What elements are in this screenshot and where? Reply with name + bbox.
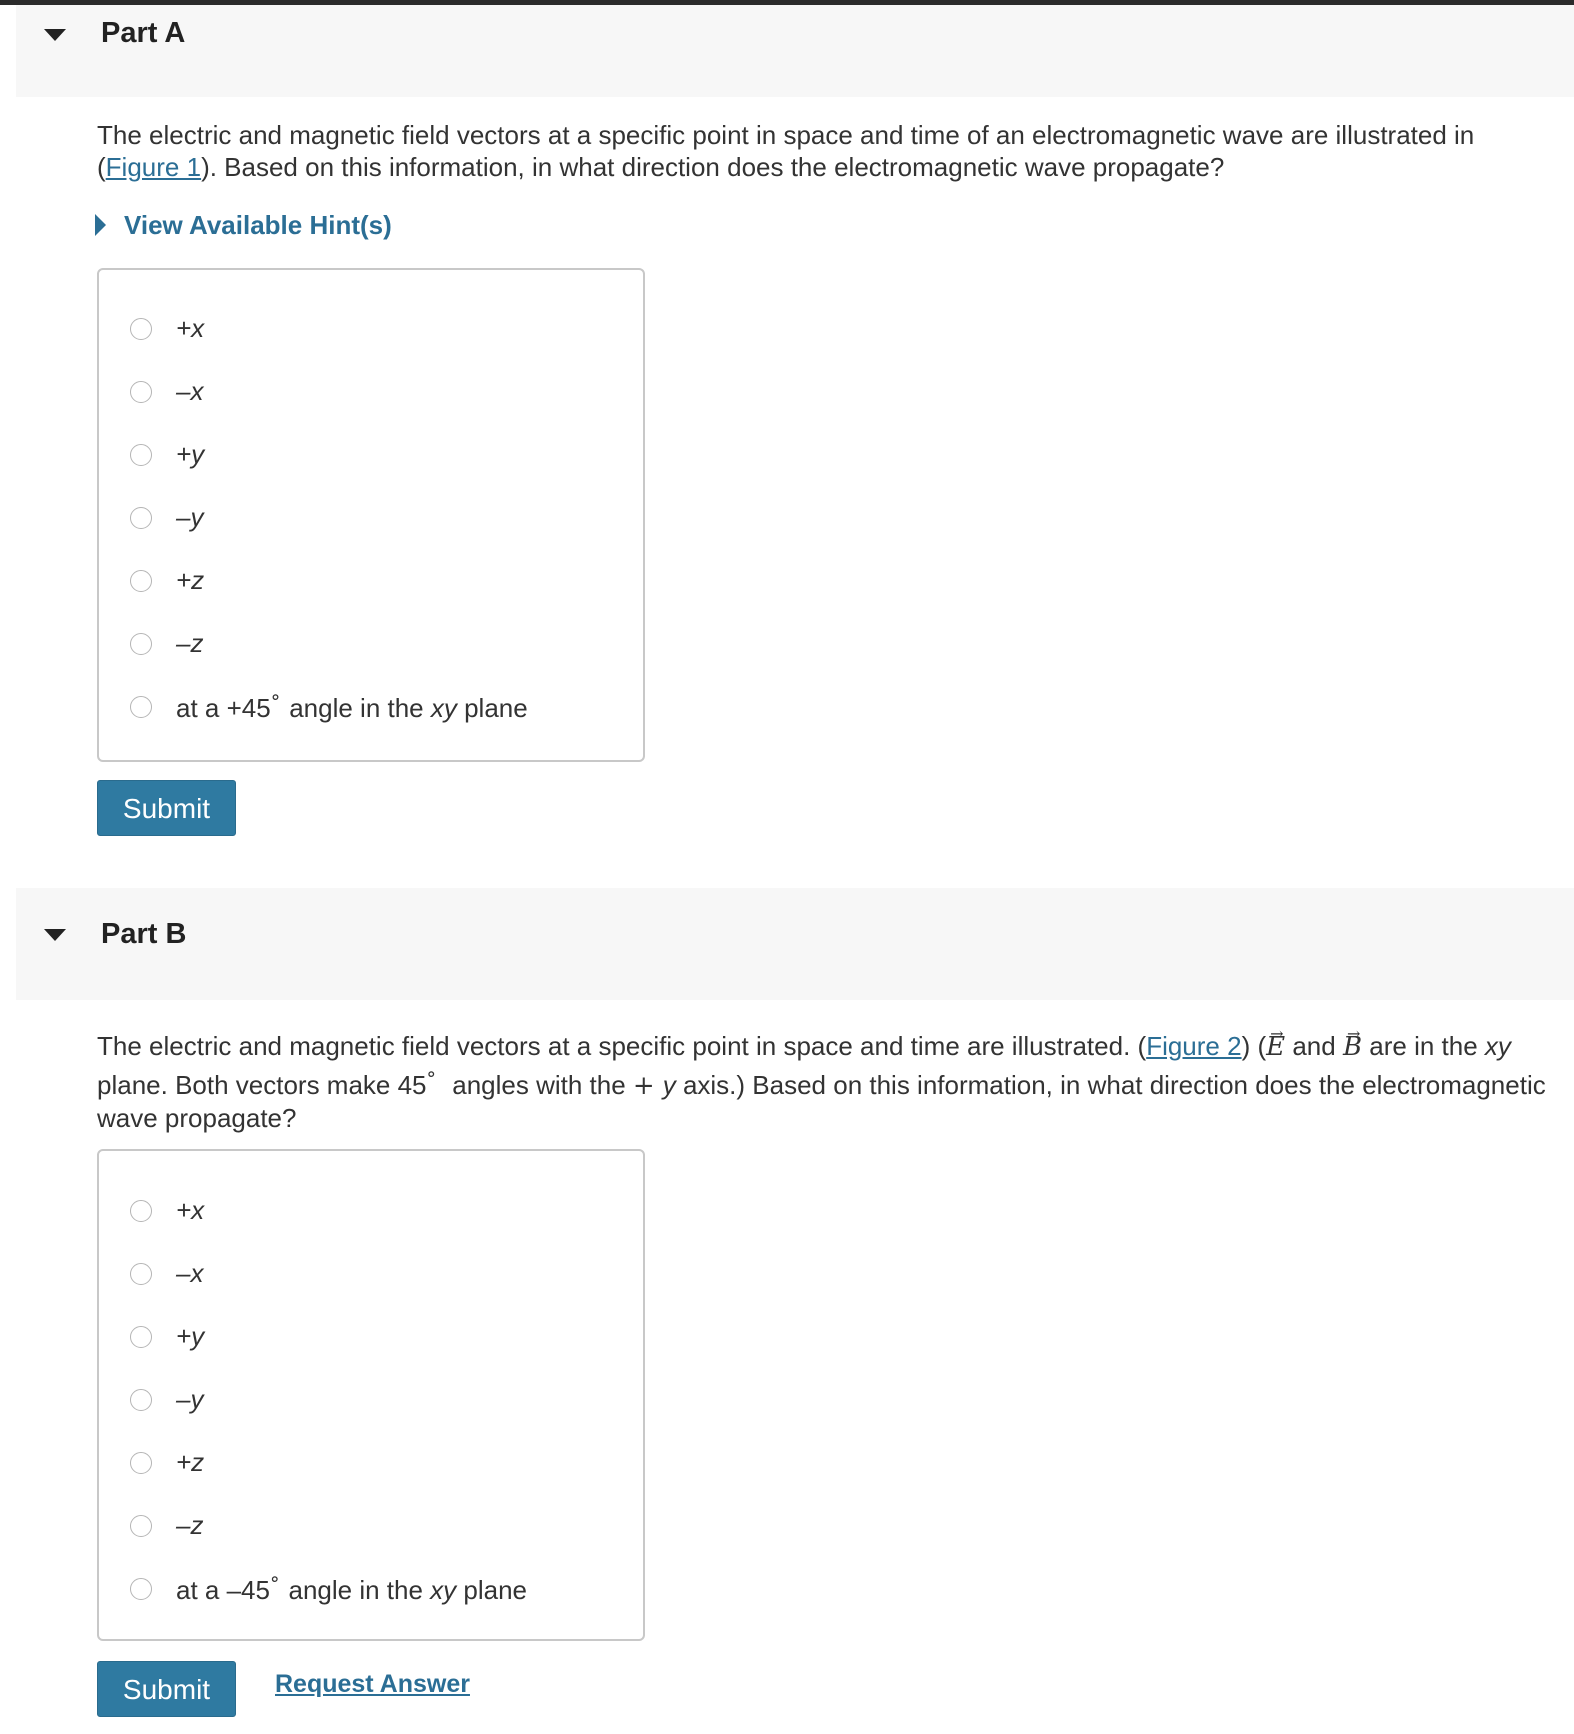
choice-option[interactable] bbox=[99, 562, 639, 602]
part-a-header[interactable] bbox=[16, 5, 1574, 97]
view-hints-toggle[interactable] bbox=[95, 210, 392, 241]
question-text: and bbox=[1285, 1031, 1343, 1061]
choice-label: –x bbox=[176, 376, 204, 406]
choice-label: –x bbox=[176, 1258, 204, 1288]
radio-button[interactable] bbox=[130, 318, 152, 340]
radio-button[interactable] bbox=[130, 381, 152, 403]
choice-option[interactable] bbox=[99, 499, 639, 539]
degree-symbol: ° bbox=[269, 1573, 280, 1595]
choice-option[interactable] bbox=[99, 1570, 639, 1610]
collapse-caret-icon[interactable] bbox=[44, 29, 66, 41]
radio-button[interactable] bbox=[130, 1578, 152, 1600]
choice-option[interactable] bbox=[99, 1318, 639, 1358]
part-a-question bbox=[97, 119, 1557, 183]
radio-button[interactable] bbox=[130, 696, 152, 718]
choice-option[interactable] bbox=[99, 1255, 639, 1295]
vector-e: → E bbox=[1266, 1031, 1285, 1063]
choice-label: –y bbox=[176, 502, 204, 532]
radio-button[interactable] bbox=[130, 1515, 152, 1537]
question-text: The electric and magnetic field vectors at a specific point in space and time of an electromagnetic wave are illustrated in ( bbox=[97, 120, 1475, 182]
choice-label: –z bbox=[176, 628, 204, 658]
vector-b: → B bbox=[1343, 1031, 1362, 1063]
choice-text: at a +45 bbox=[176, 693, 271, 723]
part-b-title: Part B bbox=[101, 918, 187, 950]
question-text: are in the bbox=[1362, 1031, 1485, 1061]
choice-label: +z bbox=[176, 565, 205, 595]
choice-label bbox=[176, 1573, 527, 1606]
choice-option[interactable] bbox=[99, 310, 639, 350]
degree-symbol: ° bbox=[426, 1068, 437, 1090]
radio-button[interactable] bbox=[130, 1452, 152, 1474]
collapse-caret-icon[interactable] bbox=[44, 929, 66, 941]
choice-text: plane bbox=[456, 1575, 527, 1605]
expand-triangle-icon bbox=[95, 214, 106, 236]
radio-button[interactable] bbox=[130, 444, 152, 466]
choice-option[interactable] bbox=[99, 436, 639, 476]
radio-button[interactable] bbox=[130, 507, 152, 529]
choice-option[interactable] bbox=[99, 1192, 639, 1232]
part-a-choices bbox=[97, 268, 645, 762]
choice-label: +y bbox=[176, 1321, 205, 1351]
figure-2-link[interactable]: Figure 2 bbox=[1146, 1031, 1242, 1061]
radio-button[interactable] bbox=[130, 1200, 152, 1222]
choice-text: at a –45 bbox=[176, 1575, 270, 1605]
choice-option[interactable] bbox=[99, 625, 639, 665]
question-text: ) ( bbox=[1241, 1031, 1267, 1061]
choice-label: +y bbox=[176, 439, 205, 469]
choice-text: angle in the bbox=[289, 693, 431, 723]
question-text: ). Based on this information, in what direction does the electromagnetic wave propagate? bbox=[201, 152, 1225, 182]
hint-label: View Available Hint(s) bbox=[124, 210, 392, 240]
choice-text: plane bbox=[456, 693, 528, 723]
radio-button[interactable] bbox=[130, 1389, 152, 1411]
radio-button[interactable] bbox=[130, 570, 152, 592]
figure-1-link[interactable]: Figure 1 bbox=[105, 152, 202, 182]
part-b-submit-button[interactable]: Submit bbox=[97, 1661, 236, 1717]
radio-button[interactable] bbox=[130, 1326, 152, 1348]
choice-label: –y bbox=[176, 1384, 204, 1414]
choice-label: –z bbox=[176, 1510, 204, 1540]
part-a-title: Part A bbox=[101, 17, 186, 49]
question-text-italic: xy bbox=[1484, 1031, 1511, 1061]
degree-symbol: ° bbox=[270, 691, 281, 713]
question-text: axis.) Based on this information, in what direction does the electromagnetic wave propagate? bbox=[97, 1070, 1546, 1133]
question-text: plane. Both vectors make 45 bbox=[97, 1070, 427, 1100]
choice-option[interactable] bbox=[99, 1444, 639, 1484]
choice-text: angle in the bbox=[288, 1575, 431, 1605]
plus-symbol: + bbox=[632, 1071, 655, 1101]
radio-button[interactable] bbox=[130, 633, 152, 655]
part-a-submit-button[interactable]: Submit bbox=[97, 780, 236, 836]
choice-option[interactable] bbox=[99, 688, 639, 728]
choice-option[interactable] bbox=[99, 373, 639, 413]
choice-label: +x bbox=[176, 313, 205, 343]
choice-label: +x bbox=[176, 1195, 205, 1225]
choice-option[interactable] bbox=[99, 1507, 639, 1547]
part-b-question bbox=[97, 1030, 1557, 1134]
choice-text-italic: xy bbox=[430, 1575, 457, 1605]
question-text: angles with the bbox=[445, 1070, 633, 1100]
radio-button[interactable] bbox=[130, 1263, 152, 1285]
question-text: The electric and magnetic field vectors at a specific point in space and time are illustrated. ( bbox=[97, 1031, 1147, 1061]
request-answer-link[interactable]: Request Answer bbox=[275, 1670, 470, 1698]
question-text-italic: y bbox=[662, 1070, 676, 1100]
part-b-header[interactable] bbox=[16, 888, 1574, 1000]
choice-text-italic: xy bbox=[430, 693, 457, 723]
choice-option[interactable] bbox=[99, 1381, 639, 1421]
choice-label: +z bbox=[176, 1447, 205, 1477]
part-b-choices bbox=[97, 1149, 645, 1641]
choice-label bbox=[176, 691, 528, 724]
